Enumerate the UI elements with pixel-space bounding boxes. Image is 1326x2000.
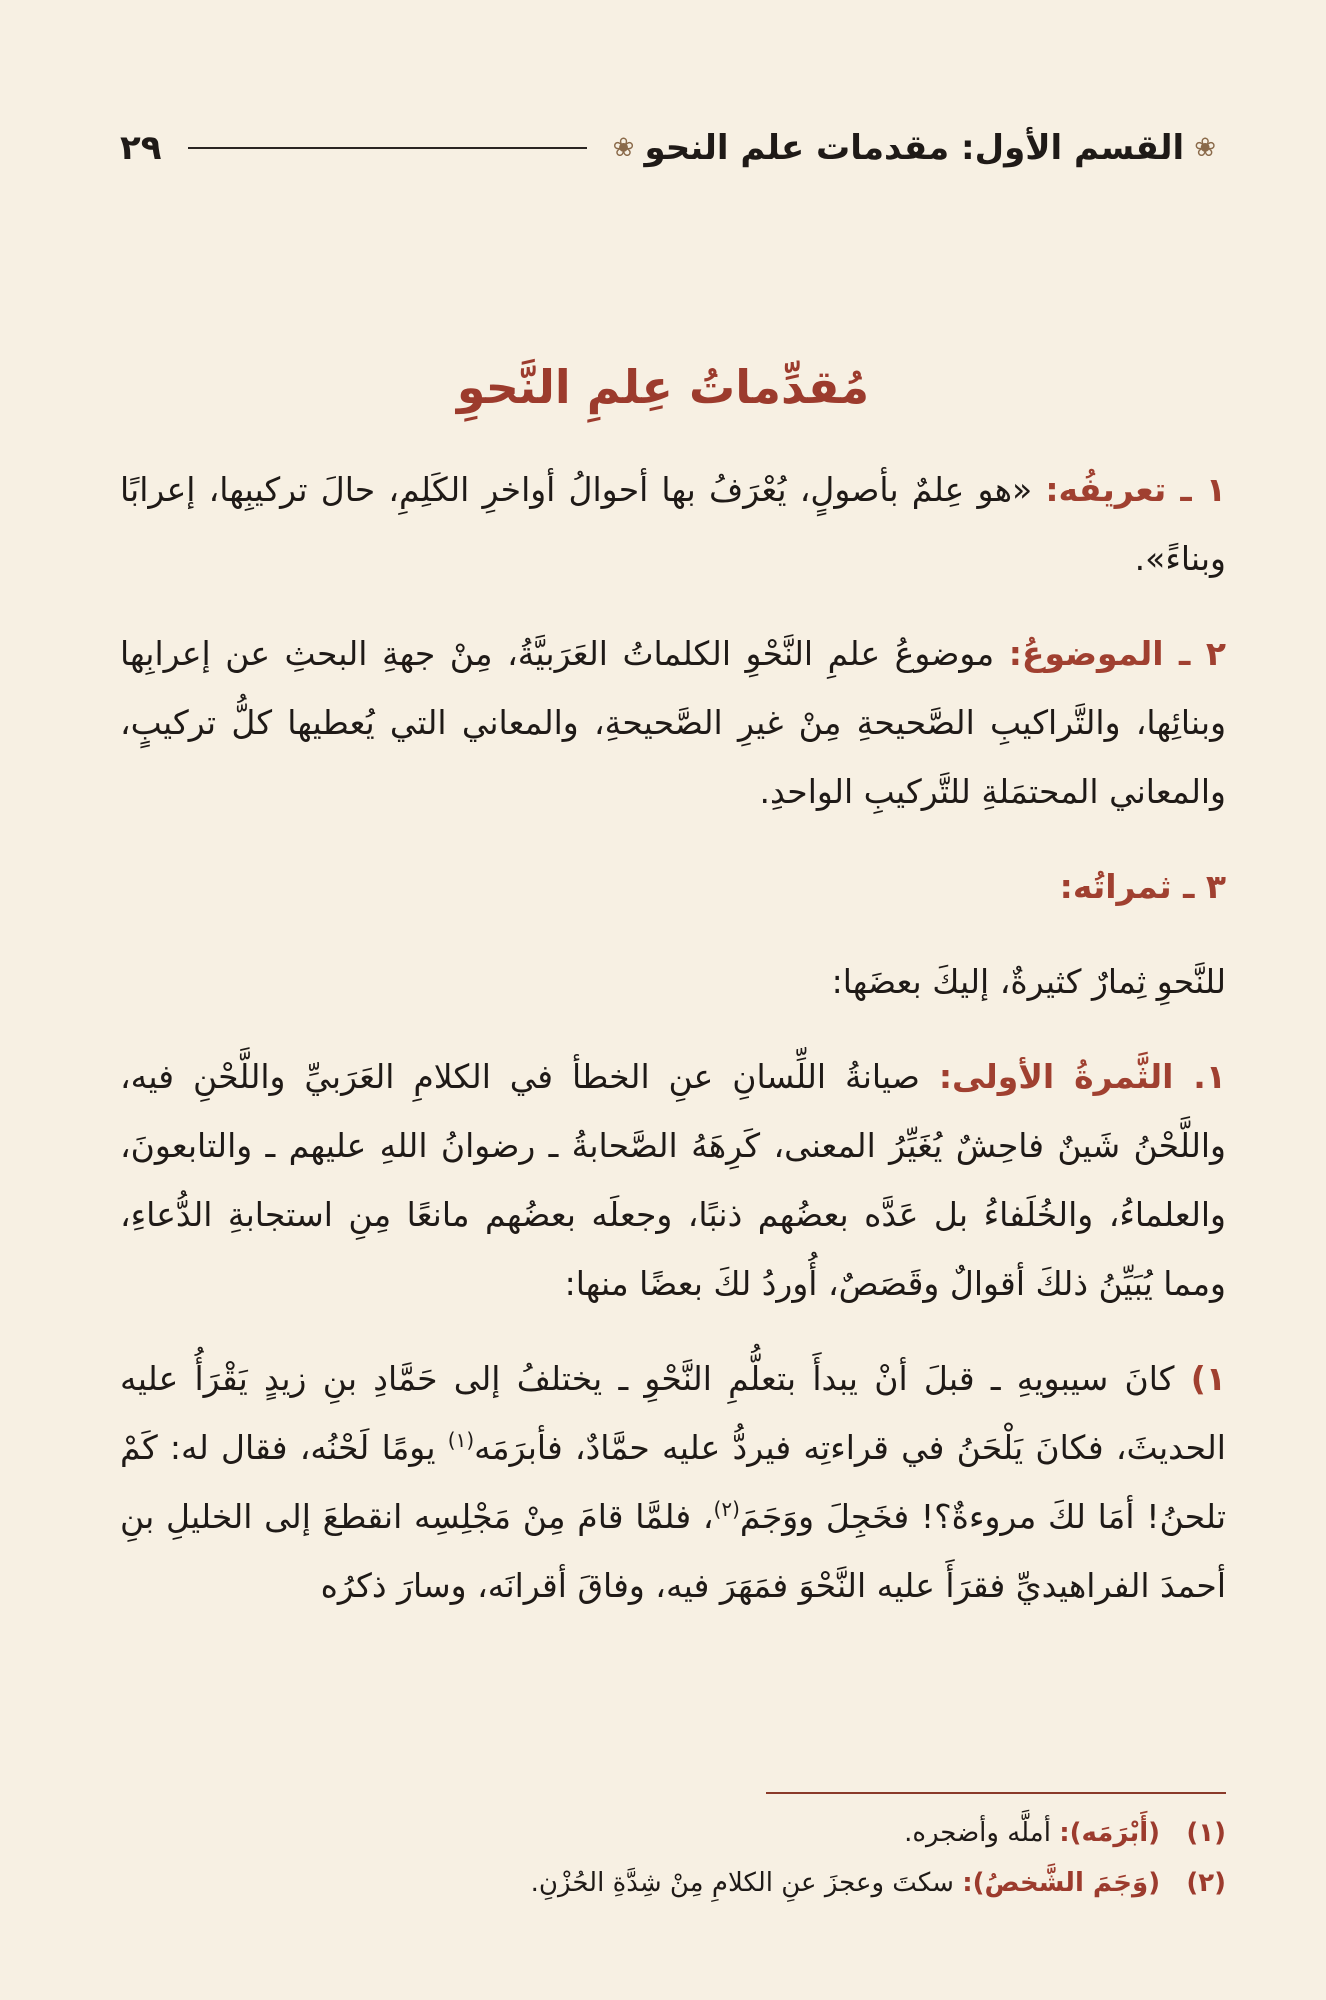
chapter-heading: مُقدِّماتُ عِلمِ النَّحوِ	[456, 360, 870, 414]
section-label: ٣ ـ ثمراتُه:	[1059, 867, 1226, 906]
story-text: يومًا لَحْنُه، فقال له: كَمْ تلحنُ! أمَا لكَ مروءةٌ؟! فخَجِلَ ووَجَمَ	[120, 1428, 1227, 1536]
section-fruits-label	[120, 852, 1226, 921]
flower-ornament-icon: ❀	[1194, 133, 1216, 163]
running-title	[613, 128, 1216, 168]
section-text: موضوعُ علمِ النَّحْوِ الكلماتُ العَرَبيَّةُ، مِنْ جهةِ البحثِ عن إعرابِها وبنائِها، والتَّراكيبِ الصَّحيحةِ مِنْ غيرِ الصَّحيحةِ، والمعاني التي يُعطيها كلُّ تركيبٍ، والمعاني المحتمَلةِ للتَّركيبِ الواحدِ.	[120, 634, 1226, 811]
story-text: ، فلمَّا قامَ مِنْ مَجْلِسِه انقطعَ إلى الخليلِ بنِ أحمدَ الفراهيديِّ فقرَأَ عليه النَّحْوَ فمَهَرَ فيه، وفاقَ أقرانَه، وسارَ ذكرُه	[120, 1497, 1226, 1605]
first-fruit	[120, 1042, 1226, 1318]
footnote-text: سكتَ وعجزَ عنِ الكلامِ مِنْ شِدَّةِ الحُزْنِ.	[530, 1868, 954, 1898]
section-text: للنَّحوِ ثِمارٌ كثيرةٌ، إليكَ بعضَها:	[831, 962, 1226, 1001]
story-number: ١)	[1190, 1359, 1226, 1398]
footnote-1	[120, 1808, 1226, 1858]
section-subject	[120, 619, 1226, 826]
footnote-rule	[766, 1792, 1226, 1794]
fruit-label: ١. الثَّمرةُ الأولى:	[938, 1057, 1226, 1096]
footnote-2	[120, 1858, 1226, 1908]
footnotes	[120, 1808, 1226, 1908]
section-definition	[120, 455, 1226, 593]
main-text	[120, 455, 1226, 1620]
flower-ornament-icon: ❀	[612, 133, 635, 163]
story-1	[120, 1344, 1226, 1620]
page-number: ٢٩	[120, 128, 162, 168]
story-text: كانَ سيبويهِ ـ قبلَ أنْ يبدأَ بتعلُّمِ النَّحْوِ ـ يختلفُ إلى حَمَّادِ بنِ زيدٍ يَقْرَأُ عليه الحديثَ، فكانَ يَلْحَنُ في قراءتِه فيردُّ عليه حمَّادٌ، فأبرَمَه	[120, 1359, 1226, 1467]
footnote-ref: (١)	[447, 1428, 475, 1452]
footnote-ref: (٢)	[713, 1497, 740, 1521]
footnote-number: (١)	[1186, 1818, 1226, 1848]
fruit-text: صيانةُ اللِّسانِ عنِ الخطأ في الكلامِ العَرَبيِّ واللَّحْنِ فيه، واللَّحْنُ شَينٌ فاحِشٌ يُغَيِّرُ المعنى، كَرِهَهُ الصَّحابةُ ـ رضوانُ اللهِ عليهم ـ والتابعونَ، والعلماءُ، والخُلَفاءُ بل عَدَّه بعضُهم ذنبًا، وجعلَه بعضُهم مانعًا مِنِ استجابةِ الدُّعاءِ، ومما يُبَيِّنُ ذلكَ أقوالٌ وقَصَصٌ، أُوردُ لكَ بعضًا منها:	[120, 1057, 1226, 1303]
section-label: ١ ـ تعريفُه:	[1045, 470, 1227, 509]
footnote-term: (وَجَمَ الشَّخصُ):	[962, 1868, 1161, 1898]
section-label: ٢ ـ الموضوعُ:	[1008, 634, 1227, 673]
footnote-text: أملَّه وأضجره.	[904, 1818, 1051, 1848]
header-rule	[188, 147, 587, 149]
page-header	[120, 118, 1216, 178]
footnote-term: (أَبْرَمَه):	[1059, 1818, 1161, 1848]
section-fruits-intro	[120, 947, 1226, 1016]
running-title-text: القسم الأول: مقدمات علم النحو	[644, 128, 1185, 168]
section-text: «هو عِلمٌ بأصولٍ، يُعْرَفُ بها أحوالُ أواخرِ الكَلِمِ، حالَ تركيبِها، إعرابًا وبناءً».	[120, 470, 1226, 578]
footnote-number: (٢)	[1186, 1868, 1226, 1898]
